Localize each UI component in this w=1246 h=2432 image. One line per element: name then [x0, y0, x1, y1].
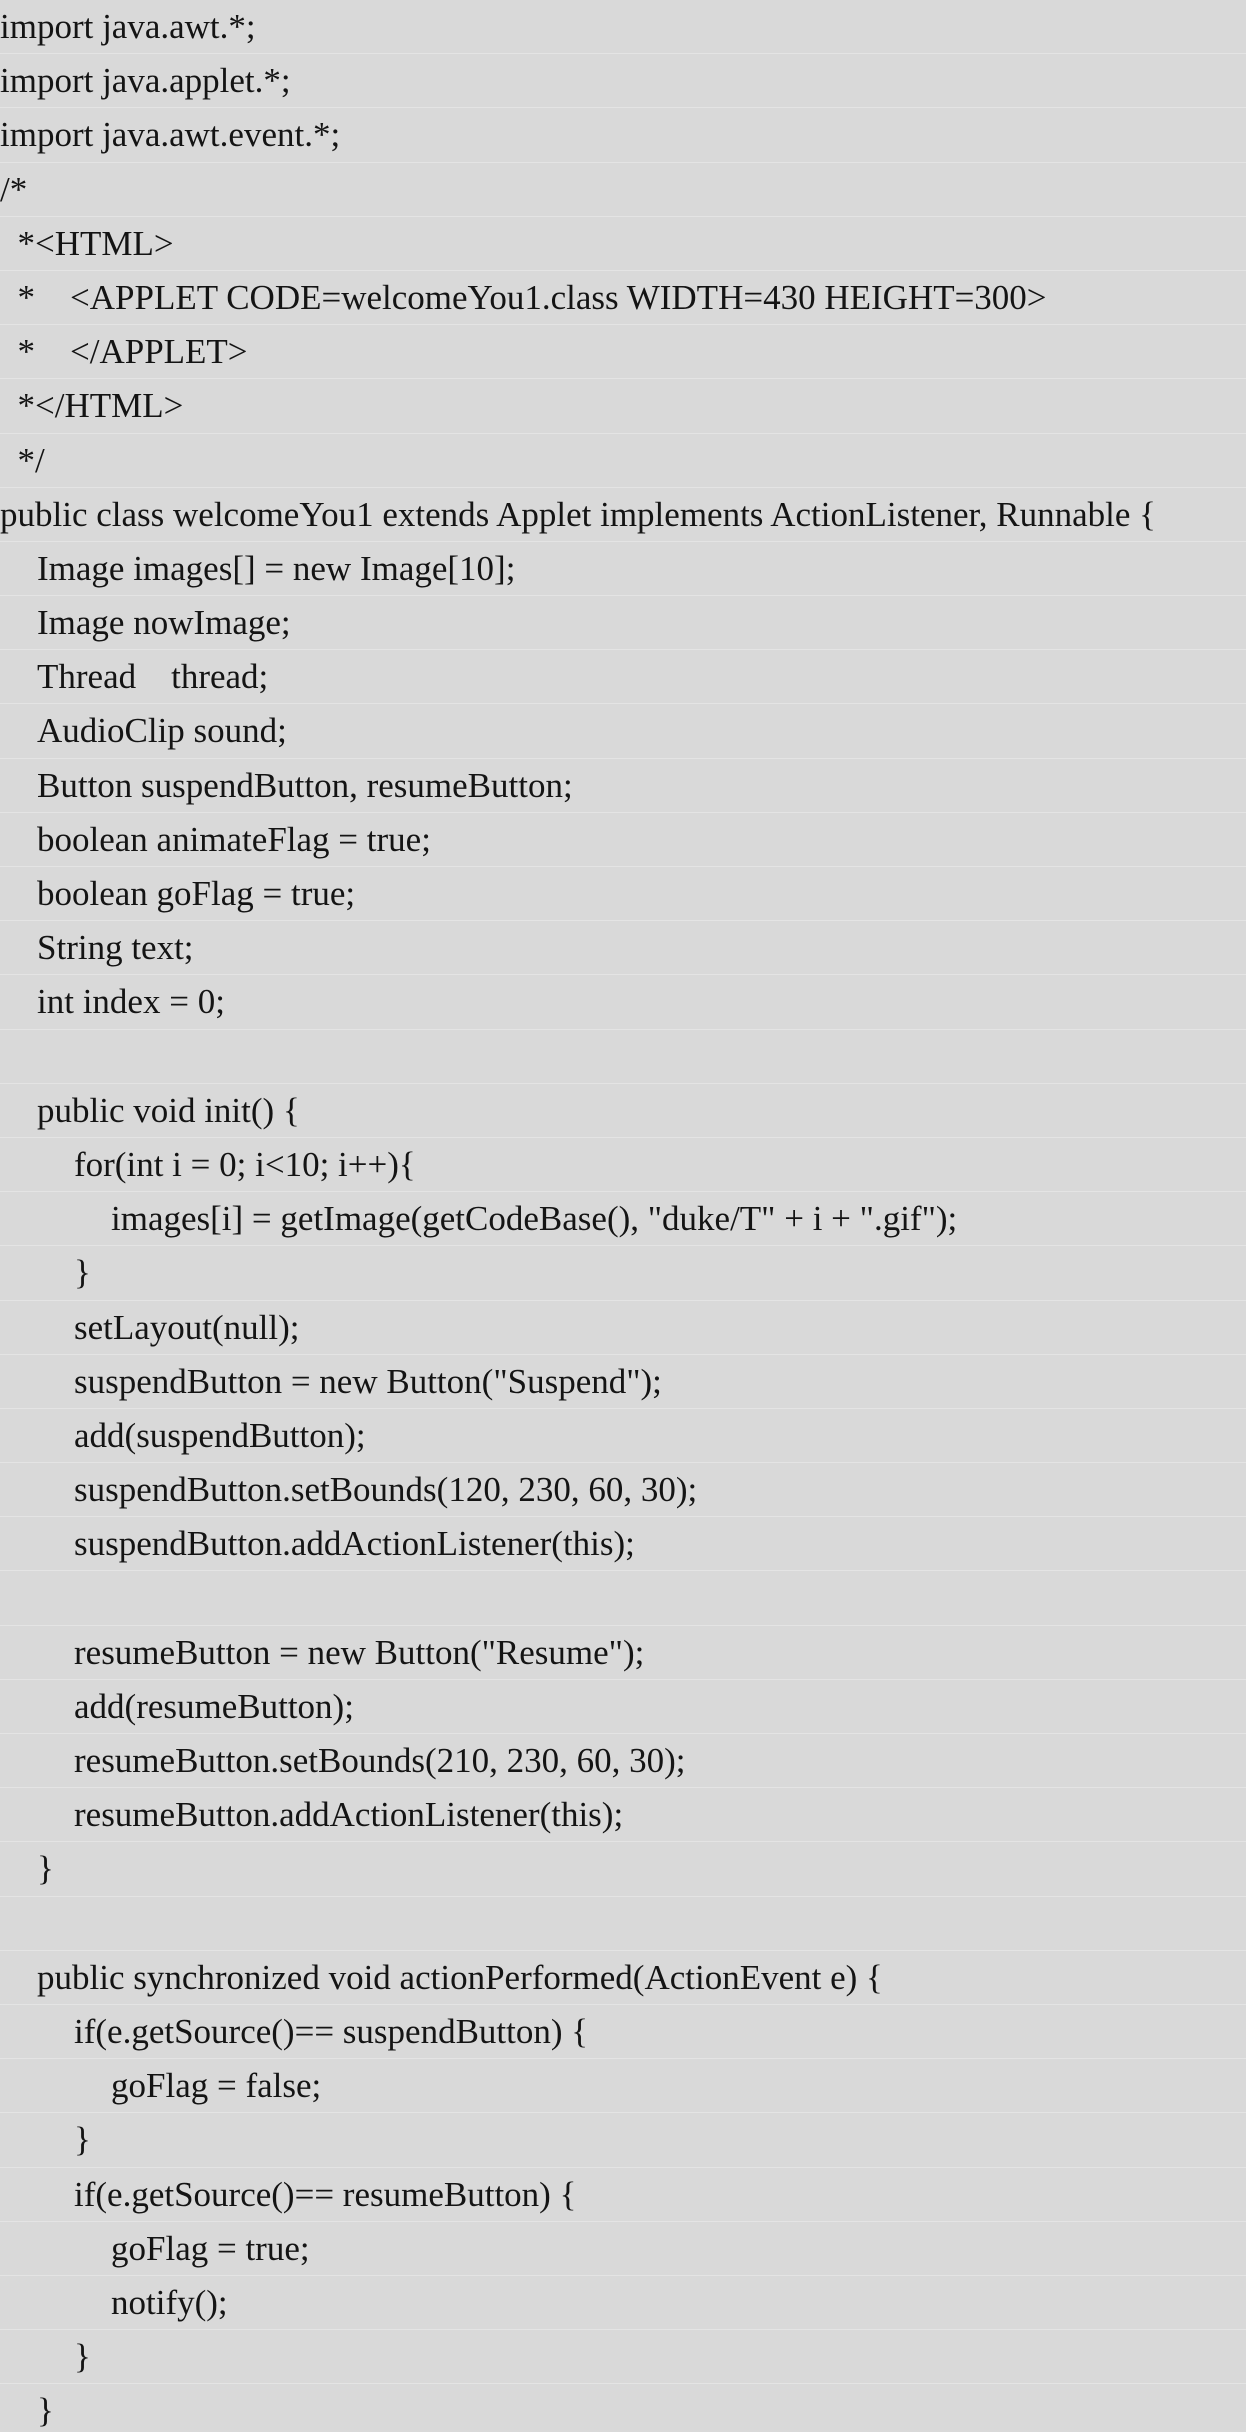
- code-line: [0, 2222, 1246, 2276]
- code-line: [0, 434, 1246, 488]
- code-line-text: suspendButton.setBounds(120, 230, 60, 30);: [74, 1470, 698, 1510]
- code-line: [0, 1842, 1246, 1896]
- code-line: [0, 596, 1246, 650]
- code-line: [0, 1897, 1246, 1951]
- code-line-text: }: [74, 2120, 91, 2160]
- code-line-text: import java.applet.*;: [0, 61, 291, 101]
- code-line: [0, 1734, 1246, 1788]
- code-line-text: resumeButton.addActionListener(this);: [74, 1795, 624, 1835]
- code-line: [0, 0, 1246, 54]
- code-line: [0, 488, 1246, 542]
- code-line: [0, 379, 1246, 433]
- code-line: [0, 1571, 1246, 1625]
- code-line-text: }: [37, 1849, 54, 1889]
- code-line: [0, 1680, 1246, 1734]
- code-line: [0, 650, 1246, 704]
- code-line: [0, 2059, 1246, 2113]
- code-line-text: Thread thread;: [37, 657, 269, 697]
- code-line-text: Button suspendButton, resumeButton;: [37, 765, 573, 805]
- code-line: [0, 1409, 1246, 1463]
- code-line: [0, 1138, 1246, 1192]
- code-line-text: *</HTML>: [0, 386, 184, 426]
- code-line-text: int index = 0;: [37, 982, 225, 1022]
- code-line: [0, 542, 1246, 596]
- code-line: [0, 975, 1246, 1029]
- code-line-text: Image images[] = new Image[10];: [37, 548, 516, 588]
- code-line: [0, 2384, 1246, 2432]
- code-line: [0, 1951, 1246, 2005]
- code-line-text: String text;: [37, 928, 194, 968]
- code-line: [0, 1192, 1246, 1246]
- code-line-text: public synchronized void actionPerformed(ActionEvent e) {: [37, 1957, 883, 1997]
- code-line-text: setLayout(null);: [74, 1307, 300, 1347]
- code-line: [0, 2168, 1246, 2222]
- code-line-text: images[i] = getImage(getCodeBase(), "duke/T" + i + ".gif");: [111, 1199, 958, 1239]
- code-line-text: AudioClip sound;: [37, 711, 287, 751]
- code-line-text: boolean animateFlag = true;: [37, 819, 431, 859]
- code-line-text: boolean goFlag = true;: [37, 874, 356, 913]
- code-line-text: * </APPLET>: [0, 332, 248, 372]
- code-line: [0, 325, 1246, 379]
- code-line-text: if(e.getSource()== suspendButton) {: [74, 2011, 589, 2051]
- code-line-text: resumeButton.setBounds(210, 230, 60, 30);: [74, 1741, 686, 1780]
- code-line-text: suspendButton.addActionListener(this);: [74, 1524, 635, 1564]
- code-line: [0, 163, 1246, 217]
- code-line-text: public class welcomeYou1 extends Applet implements ActionListener, Runnable {: [0, 494, 1156, 534]
- code-line-text: add(suspendButton);: [74, 1415, 366, 1455]
- code-line-text: goFlag = false;: [111, 2066, 322, 2106]
- code-line: [0, 704, 1246, 758]
- code-line-text: import java.awt.event.*;: [0, 115, 341, 155]
- code-line: [0, 1246, 1246, 1300]
- code-line-text: }: [74, 1253, 91, 1293]
- code-line: [0, 54, 1246, 108]
- code-line: [0, 2276, 1246, 2330]
- code-line-text: /*: [0, 169, 28, 209]
- code-line-text: *<HTML>: [0, 223, 174, 263]
- code-line-text: resumeButton = new Button("Resume");: [74, 1632, 645, 1672]
- code-line: [0, 867, 1246, 921]
- code-line-text: */: [0, 440, 45, 480]
- code-line: [0, 1463, 1246, 1517]
- code-line-text: notify();: [111, 2282, 228, 2322]
- code-line: [0, 108, 1246, 162]
- code-line-text: goFlag = true;: [111, 2228, 310, 2268]
- code-line-text: import java.awt.*;: [0, 7, 256, 46]
- code-line: [0, 921, 1246, 975]
- code-line-text: add(resumeButton);: [74, 1686, 354, 1726]
- code-line: [0, 217, 1246, 271]
- code-line: [0, 759, 1246, 813]
- code-line: [0, 1626, 1246, 1680]
- code-line: [0, 1084, 1246, 1138]
- code-line-text: }: [37, 2391, 54, 2431]
- code-line-text: Image nowImage;: [37, 603, 291, 643]
- code-line: [0, 1030, 1246, 1084]
- code-line: [0, 1355, 1246, 1409]
- code-line: [0, 1301, 1246, 1355]
- code-line: [0, 1788, 1246, 1842]
- code-line-text: public void init() {: [37, 1090, 300, 1130]
- code-line: [0, 2005, 1246, 2059]
- code-line-text: }: [74, 2337, 91, 2377]
- code-line-text: * <APPLET CODE=welcomeYou1.class WIDTH=430 HEIGHT=300>: [0, 277, 1047, 317]
- code-line: [0, 813, 1246, 867]
- code-line: [0, 2330, 1246, 2384]
- code-line: [0, 1517, 1246, 1571]
- code-line: [0, 271, 1246, 325]
- code-line-text: if(e.getSource()== resumeButton) {: [74, 2174, 577, 2214]
- code-line-text: for(int i = 0; i<10; i++){: [74, 1144, 416, 1184]
- code-line-text: suspendButton = new Button("Suspend");: [74, 1361, 662, 1401]
- code-line: [0, 2113, 1246, 2167]
